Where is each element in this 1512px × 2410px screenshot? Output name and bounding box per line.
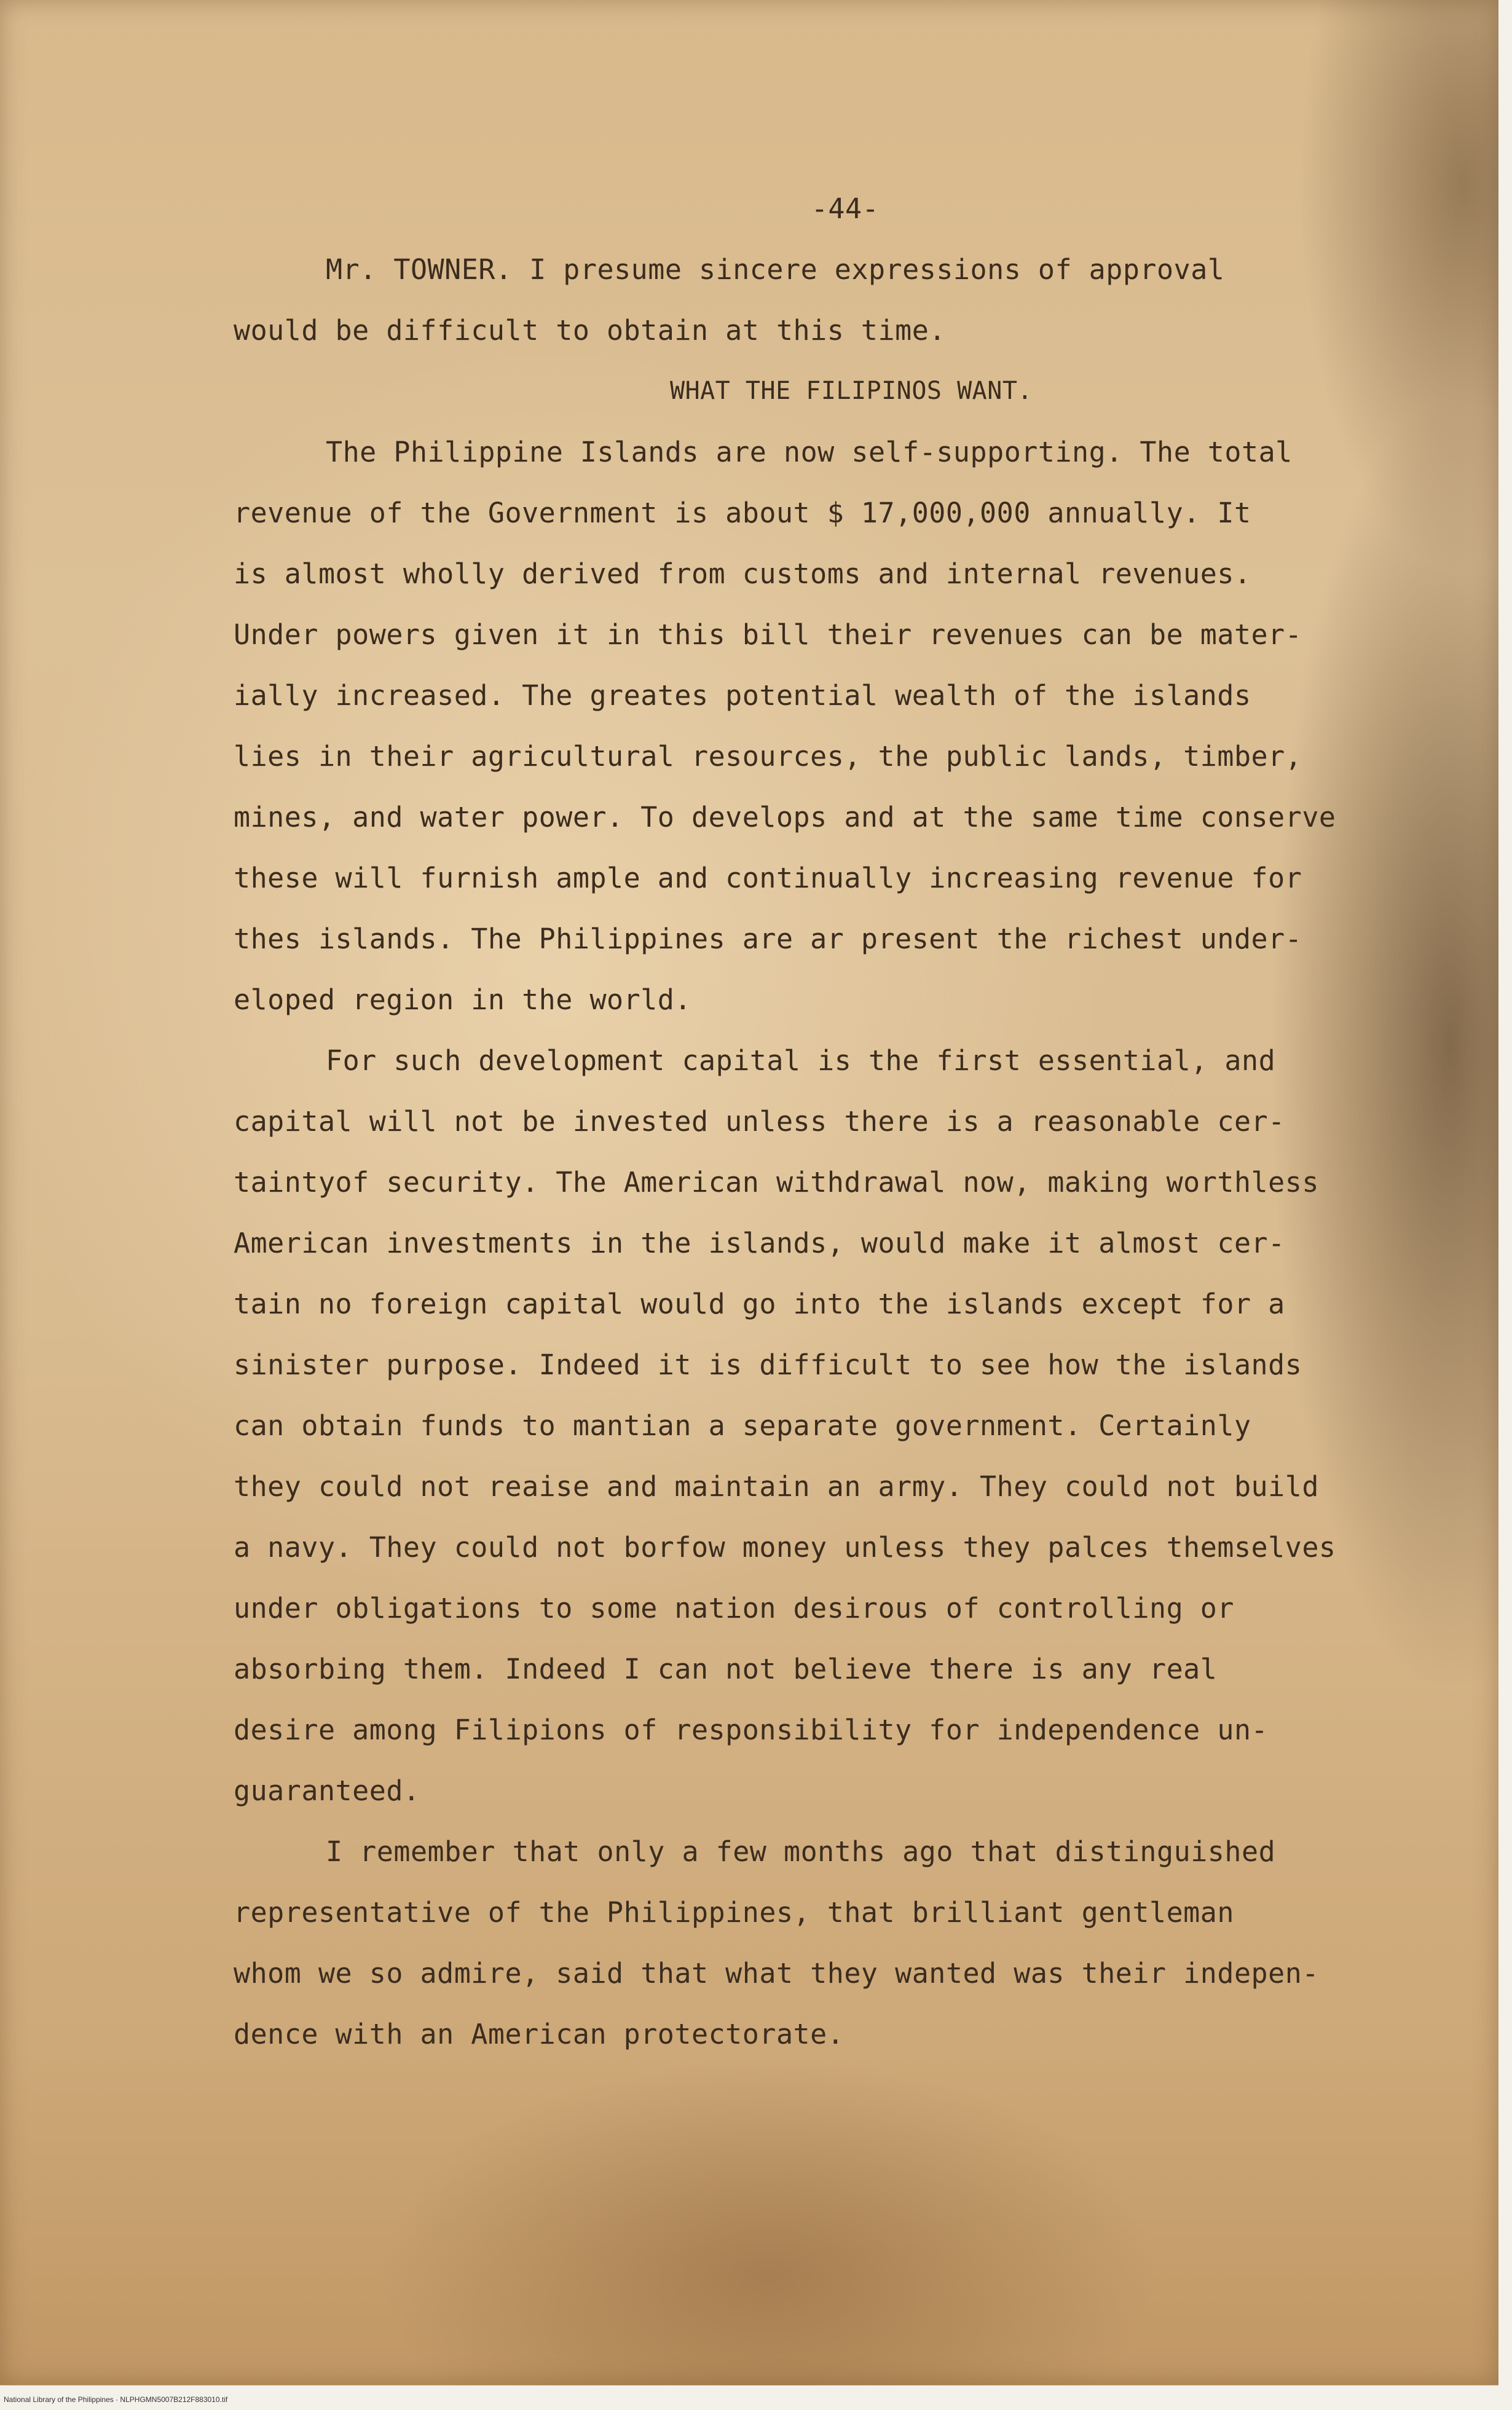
- text-line: dence with an American protectorate.: [234, 2018, 845, 2050]
- text-line: sinister purpose. Indeed it is difficult to see how the islands: [234, 1349, 1302, 1381]
- text-line: can obtain funds to mantian a separate government. Certainly: [234, 1409, 1251, 1442]
- typewritten-text: [234, 178, 1432, 2065]
- scan-margin-right: [1498, 0, 1512, 2410]
- text-line: lies in their agricultural resources, the public lands, timber,: [234, 740, 1302, 773]
- text-line: mines, and water power. To develops and at the same time conserve: [234, 801, 1336, 833]
- text-line: Under powers given it in this bill their revenues can be mater-: [234, 618, 1302, 651]
- text-line: these will furnish ample and continually increasing revenue for: [234, 862, 1302, 894]
- text-line: For such development capital is the first essential, and: [326, 1044, 1276, 1077]
- text-line: is almost wholly derived from customs and internal revenues.: [234, 557, 1251, 590]
- text-line: taintyof security. The American withdrawal now, making worthless: [234, 1166, 1319, 1199]
- scan-footer: National Library of the Philippines · NLPHGMN5007B212F883010.tif: [4, 2395, 228, 2404]
- text-line: The Philippine Islands are now self-supporting. The total: [326, 436, 1293, 468]
- page-number: -44-: [811, 192, 880, 225]
- text-line: I remember that only a few months ago that distinguished: [326, 1835, 1276, 1868]
- text-line: eloped region in the world.: [234, 983, 691, 1016]
- text-line: absorbing them. Indeed I can not believe there is any real: [234, 1653, 1218, 1685]
- text-line: guaranteed.: [234, 1774, 420, 1807]
- text-line: revenue of the Government is about $ 17,000,000 annually. It: [234, 497, 1251, 529]
- text-line: desire among Filipions of responsibility for independence un-: [234, 1714, 1269, 1746]
- text-line: whom we so admire, said that what they wanted was their indepen-: [234, 1957, 1319, 1990]
- text-body: [234, 239, 1432, 2065]
- text-line: they could not reaise and maintain an army. They could not build: [234, 1470, 1319, 1503]
- section-heading: WHAT THE FILIPINOS WANT.: [670, 377, 1033, 405]
- text-line: would be difficult to obtain at this time.: [234, 314, 946, 347]
- text-line: tain no foreign capital would go into the islands except for a: [234, 1288, 1285, 1320]
- text-line: thes islands. The Philippines are ar present the richest under-: [234, 923, 1302, 955]
- text-line: American investments in the islands, would make it almost cer-: [234, 1227, 1285, 1259]
- text-line: capital will not be invested unless there is a reasonable cer-: [234, 1105, 1285, 1138]
- text-line: ially increased. The greates potential wealth of the islands: [234, 679, 1251, 712]
- text-line: representative of the Philippines, that brilliant gentleman: [234, 1896, 1234, 1929]
- text-line: Mr. TOWNER. I presume sincere expressions of approval: [326, 253, 1225, 286]
- text-line: a navy. They could not borfow money unless they palces themselves: [234, 1531, 1336, 1564]
- text-line: under obligations to some nation desirous of controlling or: [234, 1592, 1234, 1624]
